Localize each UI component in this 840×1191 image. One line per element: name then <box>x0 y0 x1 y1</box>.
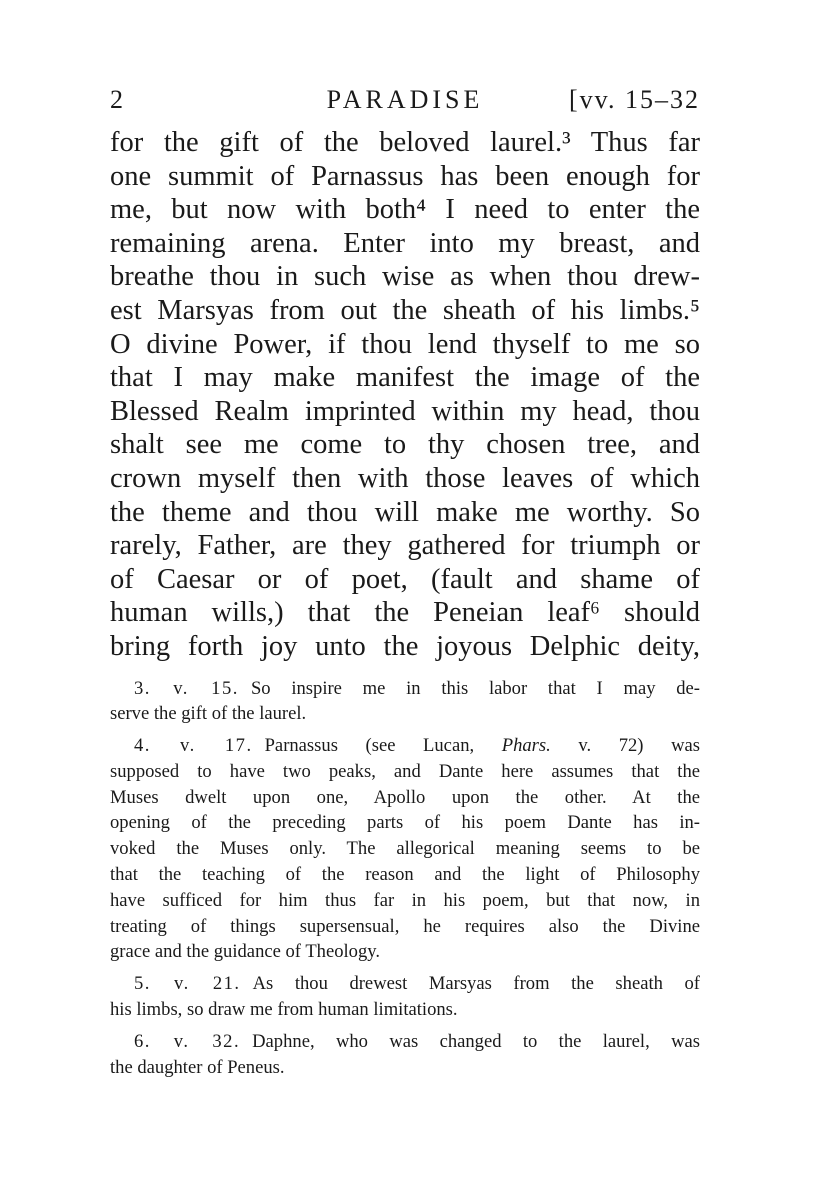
text-line: O divine Power, if thou lend thyself to me so <box>110 328 700 360</box>
text-line: shalt see me come to thy chosen tree, and <box>110 429 700 461</box>
text-line: one summit of Parnassus has been enough for <box>110 160 700 192</box>
footnote-line: that the teaching of the reason and the light of Philosophy <box>110 864 700 886</box>
footnote-line: grace and the guidance of Theology. <box>110 941 381 963</box>
footnote-line: treating of things supersensual, he requires also the Divine <box>110 915 700 937</box>
text-line: breathe thou in such wise as when thou drew- <box>110 261 700 293</box>
footnote-line: opening of the preceding parts of his poem Dante has in- <box>110 812 700 834</box>
text-line: for the gift of the beloved laurel.³ Thus far <box>110 127 700 158</box>
footnote-5 <box>110 971 700 1023</box>
text-line: human wills,) that the Peneian leaf⁶ should <box>110 597 700 629</box>
text-line: rarely, Father, are they gathered for triumph or <box>110 530 700 562</box>
text-line: bring forth joy unto the joyous Delphic deity, <box>110 630 700 662</box>
footnote-line <box>110 1029 700 1055</box>
footnote-text: Daphne, who was changed to the laurel, was <box>252 1030 700 1052</box>
footnote-ref: 6. v. 32. <box>134 1030 241 1052</box>
running-head <box>110 80 700 120</box>
footnote-ref: 4. v. 17. <box>134 735 253 757</box>
footnote-3 <box>110 676 700 728</box>
footnote-4 <box>110 733 700 965</box>
work-title: Phars. <box>501 735 551 757</box>
footnote-text: So inspire me in this labor that I may de- <box>250 677 701 699</box>
footnote-line: supposed to have two peaks, and Dante here assumes that the <box>110 760 700 782</box>
footnote-line: his limbs, so draw me from human limitations. <box>110 999 458 1021</box>
text-line: that I may make manifest the image of the <box>110 362 700 394</box>
footnote-ref: 3. v. 15. <box>134 677 239 699</box>
footnote-text: Parnassus (see Lucan, <box>264 735 502 757</box>
footnote-text: As thou drewest Marsyas from the sheath of <box>252 973 700 995</box>
main-text <box>110 126 700 664</box>
footnote-line: voked the Muses only. The allegorical meaning seems to be <box>110 838 700 860</box>
verse-range: [vv. 15–32 <box>569 85 700 114</box>
text-line: remaining arena. Enter into my breast, and <box>110 227 700 259</box>
footnote-line: Muses dwelt upon one, Apollo upon the other. At the <box>110 786 700 808</box>
text-line: me, but now with both⁴ I need to enter the <box>110 194 700 226</box>
text-line: est Marsyas from out the sheath of his limbs.⁵ <box>110 294 700 326</box>
footnote-ref: 5. v. 21. <box>134 973 241 995</box>
book-page <box>110 80 700 1080</box>
footnotes <box>110 676 700 1081</box>
page-number: 2 <box>110 85 123 114</box>
text-line: the theme and thou will make me worthy. So <box>110 496 700 528</box>
footnote-line <box>110 971 700 997</box>
text-line: Blessed Realm imprinted within my head, thou <box>110 395 700 427</box>
footnote-line: serve the gift of the laurel. <box>110 703 307 725</box>
footnote-line <box>110 676 700 702</box>
footnote-text: v. 72) was <box>550 735 700 757</box>
footnote-line: the daughter of Peneus. <box>110 1056 285 1078</box>
footnote-6 <box>110 1029 700 1081</box>
footnote-line <box>110 733 700 759</box>
footnote-line: have sufficed for him thus far in his poem, but that now, in <box>110 889 700 911</box>
running-title: PARADISE <box>326 85 484 114</box>
text-line: crown myself then with those leaves of which <box>110 462 700 494</box>
text-line: of Caesar or of poet, (fault and shame of <box>110 563 700 595</box>
